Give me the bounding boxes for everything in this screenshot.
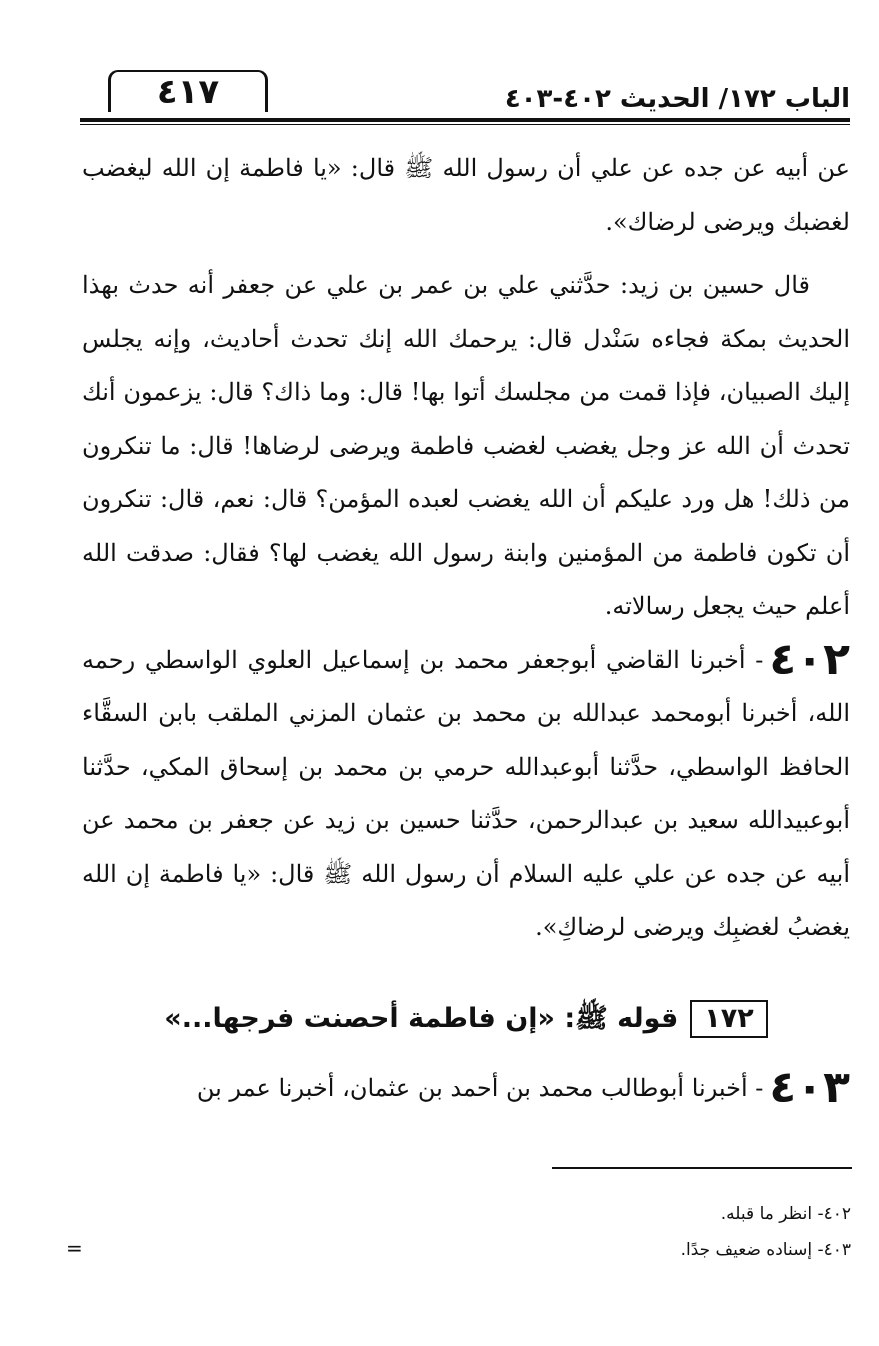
chapter-number: ١٧٢ bbox=[690, 1000, 767, 1038]
page-number: ٤١٧ bbox=[108, 70, 268, 112]
hadith-402-text: - أخبرنا القاضي أبوجعفر محمد بن إسماعيل العلوي الواسطي رحمه الله، أخبرنا أبومحمد عبدالله بن محمد بن عثمان المزني الملقب بابن السقَّاء الحافظ الواسطي، حدَّثنا أبوعبدالله حرمي بن محمد بن إسحاق المكي، حدَّثنا أبوعبيدالله سعيد بن عبدالرحمن، حدَّثنا حسين بن زيد عن جعفر بن محمد عن أبيه عن جده عن علي عليه السلام أن رسول الله ﷺ قال: «يا فاطمة إن الله يغضبُ لغضبِك ويرضى لرضاكِ». bbox=[82, 645, 850, 941]
main-text bbox=[82, 142, 850, 955]
paragraph-hussein-account: قال حسين بن زيد: حدَّثني علي بن عمر بن علي عن جعفر أنه حدث بهذا الحديث بمكة فجاءه سَنْدل قال: يرحمك الله إنك تحدث أحاديث، وإنه يجلس إليك الصبيان، فإذا قمت من مجلسك أتوا بها! قال: وما ذاك؟ قال: يزعمون أنك تحدث أن الله عز وجل يغضب لغضب فاطمة ويرضى لرضاها! قال: ما تنكرون من ذلك! هل ورد عليكم أن الله يغضب لعبده المؤمن؟ قال: نعم، قال: تنكرون أن تكون فاطمة من المؤمنين وابنة رسول الله يغضب لها؟ فقال: صدقت الله أعلم حيث يجعل رسالاته. bbox=[82, 271, 850, 620]
paragraph-continuation: عن أبيه عن جده عن علي أن رسول الله ﷺ قال: «يا فاطمة إن الله ليغضب لغضبك ويرضى لرضاك». bbox=[82, 154, 850, 236]
chapter-title: قوله ﷺ: «إن فاطمة أحصنت فرجها...» bbox=[164, 1003, 679, 1034]
hadith-402 bbox=[82, 634, 850, 955]
footnote-403: ٤٠٣- إسناده ضعيف جدًا. bbox=[680, 1240, 851, 1260]
header-rule-thin bbox=[80, 124, 850, 125]
footnote-rule bbox=[552, 1167, 852, 1169]
hadith-403-text: - أخبرنا أبوطالب محمد بن أحمد بن عثمان، أخبرنا عمر بن bbox=[196, 1074, 764, 1102]
hadith-403 bbox=[82, 1062, 850, 1116]
continuation-mark: = bbox=[66, 1236, 83, 1260]
hadith-402-number: ٤٠٢ bbox=[769, 633, 850, 685]
header-rule bbox=[80, 118, 850, 122]
hadith-403-number: ٤٠٣ bbox=[769, 1062, 850, 1113]
page-header bbox=[80, 62, 850, 124]
chapter-heading bbox=[82, 1000, 850, 1041]
running-title: الباب ١٧٢/ الحديث ٤٠٢-٤٠٣ bbox=[504, 84, 850, 114]
footnotes bbox=[151, 1196, 851, 1268]
footnote-402: ٤٠٢- انظر ما قبله. bbox=[720, 1204, 851, 1224]
